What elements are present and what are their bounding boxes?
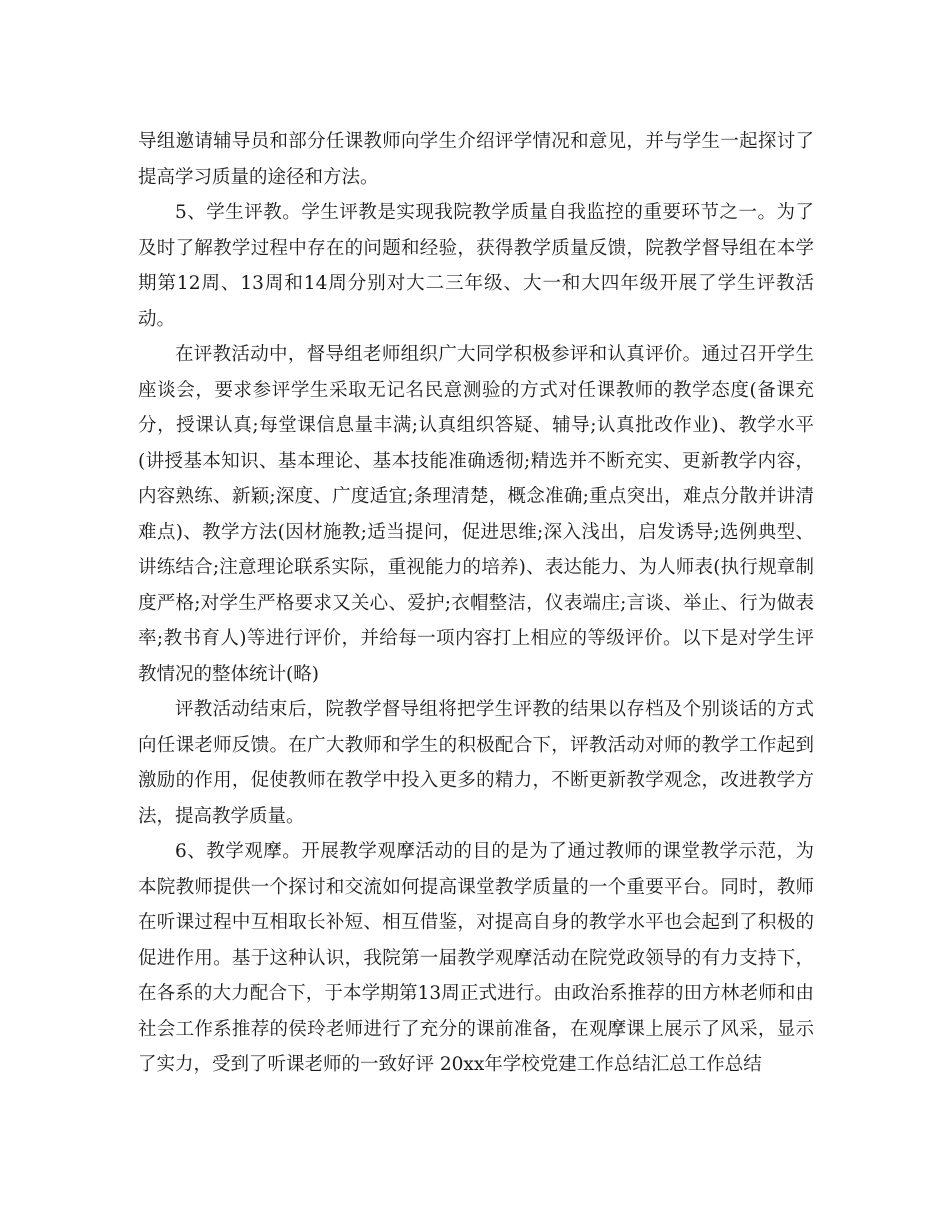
paragraph-continuation: 导组邀请辅导员和部分任课教师向学生介绍评学情况和意见，并与学生一起探讨了提高学习质量的途径和方法。	[138, 131, 814, 188]
paragraph-student-evaluation: 5、学生评教。学生评教是实现我院教学质量自我监控的重要环节之一。为了及时了解教学过程中存在的问题和经验，获得教学质量反馈，院教学督导组在本学期第12周、13周和14周分别对大二三年级、大一和大四年级开展了学生评教活动。	[138, 202, 814, 330]
paragraph-teaching-observation: 6、教学观摩。开展教学观摩活动的目的是为了通过教师的课堂教学示范，为本院教师提供一个探讨和交流如何提高课堂教学质量的一个重要平台。同时，教师在听课过程中互相取长补短、相互借鉴，对提高自身的教学水平也会起到了积极的促进作用。基于这种认识，我院第一届教学观摩活动在院党政领导的有力支持下，在各系的大力配合下，于本学期第13周正式进行。由政治系推荐的田方林老师和由社会工作系推荐的侯玲老师进行了充分的课前准备，在观摩课上展示了风采，显示了实力，受到了听课老师的一致好评 20xx年学校党建工作总结汇总工作总结	[138, 841, 814, 1075]
document-body	[138, 124, 814, 1083]
paragraph-evaluation-activity: 在评教活动中，督导组老师组织广大同学积极参评和认真评价。通过召开学生座谈会，要求参评学生采取无记名民意测验的方式对任课教师的教学态度(备课充分，授课认真;每堂课信息量丰满;认真组织答疑、辅导;认真批改作业)、教学水平(讲授基本知识、基本理论、基本技能准确透彻;精选并不断充实、更新教学内容，内容熟练、新颖;深度、广度适宜;条理清楚，概念准确;重点突出，难点分散并讲清难点)、教学方法(因材施教;适当提问，促进思维;深入浅出，启发诱导;选例典型、讲练结合;注意理论联系实际，重视能力的培养)、表达能力、为人师表(执行规章制度严格;对学生严格要求又关心、爱护;衣帽整洁，仪表端庄;言谈、举止、行为做表率;教书育人)等进行评价，并给每一项内容打上相应的等级评价。以下是对学生评教情况的整体统计(略)	[138, 344, 814, 685]
paragraph-evaluation-feedback: 评教活动结束后，院教学督导组将把学生评教的结果以存档及个别谈话的方式向任课老师反馈。在广大教师和学生的积极配合下，评教活动对师的教学工作起到激励的作用，促使教师在教学中投入更多的精力，不断更新教学观念，改进教学方法，提高教学质量。	[138, 699, 814, 827]
